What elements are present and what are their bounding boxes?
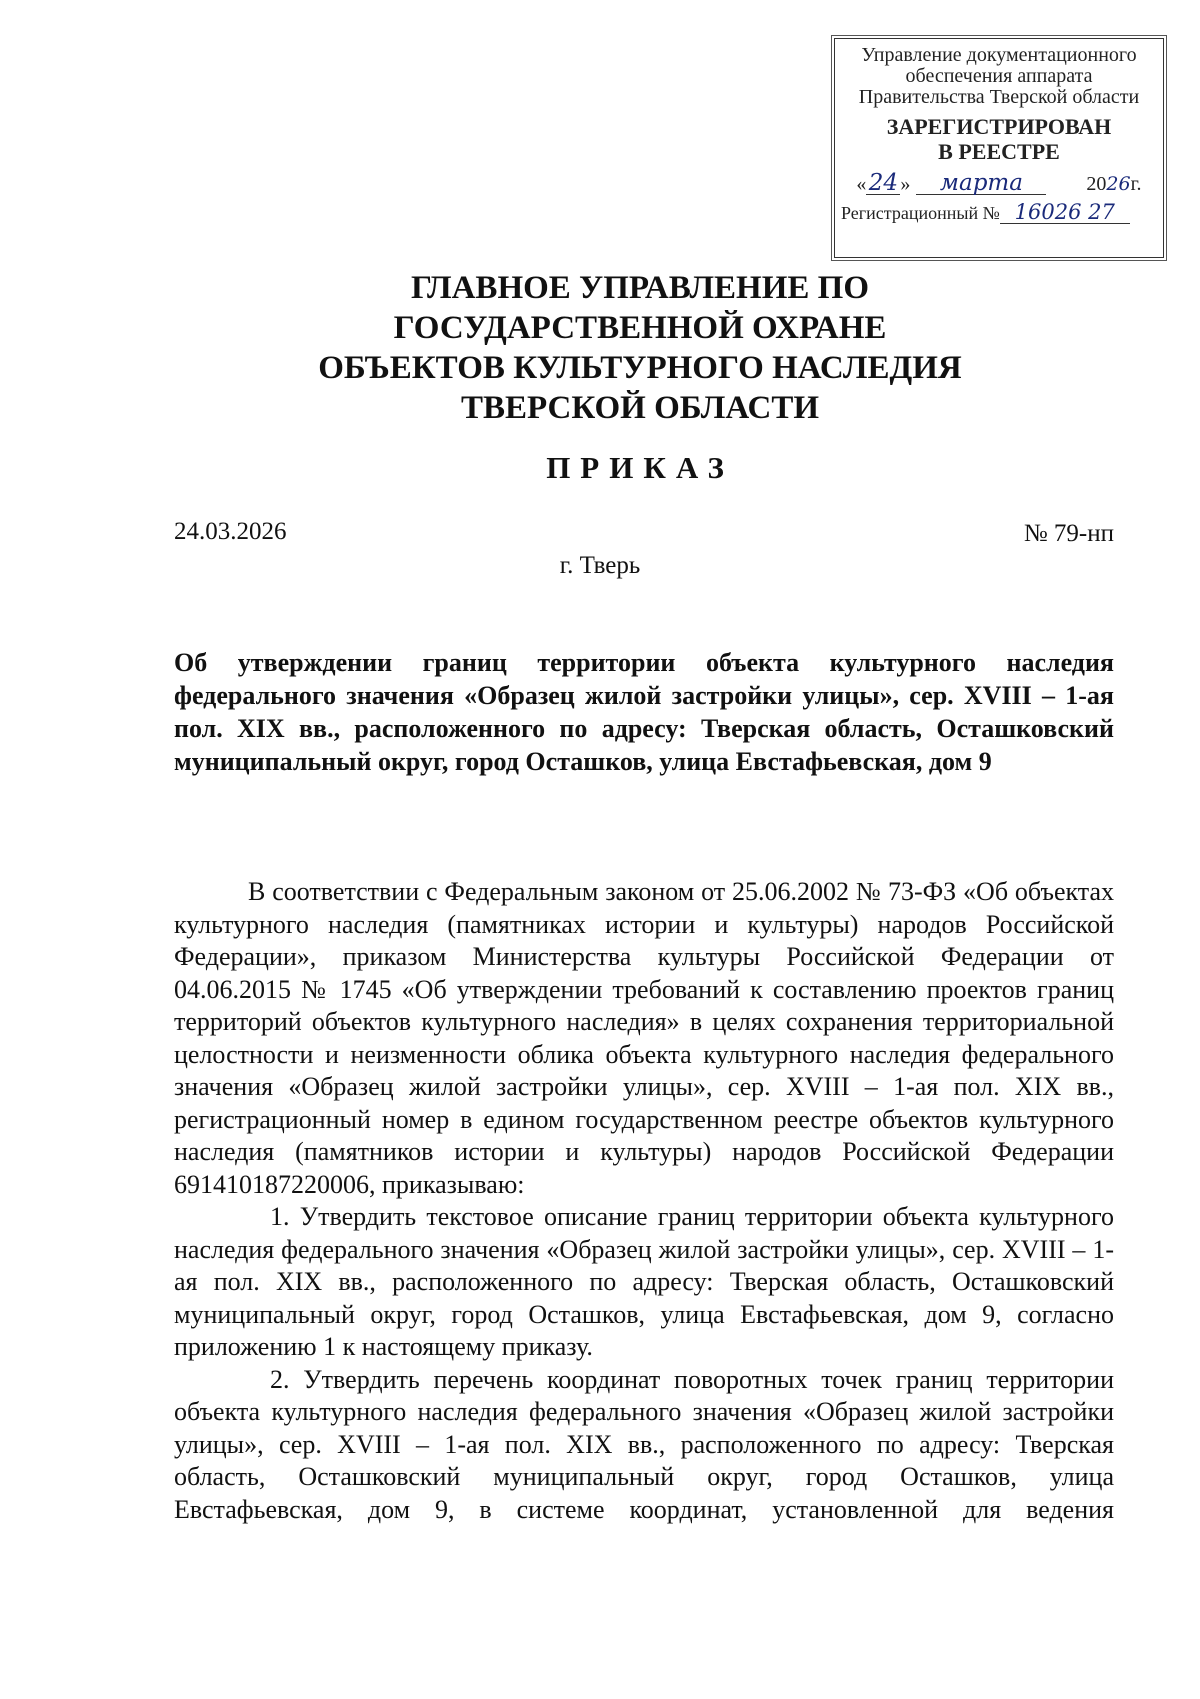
stamp-day: 24	[866, 172, 900, 195]
stamp-year-end: г.	[1130, 173, 1142, 195]
header-line-2: ГОСУДАРСТВЕННОЙ ОХРАНЕ	[393, 310, 887, 346]
header-line-4: ТВЕРСКОЙ ОБЛАСТИ	[460, 390, 820, 426]
header-line-1: ГЛАВНОЕ УПРАВЛЕНИЕ ПО	[411, 270, 869, 306]
order-title: ПРИКАЗ	[546, 450, 734, 485]
order-date: 24.03.2026	[174, 518, 287, 545]
stamp-month: марта	[916, 172, 1046, 195]
agency-header	[180, 268, 1100, 428]
header-line-3: ОБЪЕКТОВ КУЛЬТУРНОГО НАСЛЕДИЯ	[318, 350, 962, 386]
stamp-open-quote: «	[856, 173, 867, 195]
stamp-reg-label: Регистрационный №	[841, 203, 1000, 223]
stamp-dept-line-3: Правительства Тверской области	[858, 86, 1140, 108]
body-preamble: В соответствии с Федеральным законом от 25.06.2002 № 73-ФЗ «Об объектах культурного наследия (памятниках истории и культуры) народов Российской Федерации», приказом Министерства культуры Российской Федерации от 04.06.2015 № 1745 «Об утверждении требований к составлению проектов границ территорий объектов культурного наследия» в целях сохранения территориальной целостности и неизменности облика объекта культурного наследия федерального значения «Образец жилой застройки улицы», сер. XVIII – 1-ая пол. XIX вв., регистрационный номер в едином государственном реестре объектов культурного наследия (памятников истории и культуры) народов Российской Федерации 691410187220006, приказываю:	[174, 877, 1114, 1199]
body-item-2: 2. Утвердить перечень координат поворотных точек границ территории объекта культурного наследия федерального значения «Образец жилой застройки улицы», сер. XVIII – 1-ая пол. XIX вв., расположенного по адресу: Тверская область, Осташковский муниципальный округ, город Осташков, улица Евстафьевская, дом 9, в системе координат, установленной для ведения	[174, 1364, 1114, 1524]
body-item-1: 1. Утвердить текстовое описание границ территории объекта культурного наследия федерального значения «Образец жилой застройки улицы», сер. XVIII – 1-ая пол. XIX вв., расположенного по адресу: Тверская область, Осташковский муниципальный округ, город Осташков, улица Евстафьевская, дом 9, согласно приложению 1 к настоящему приказу.	[174, 1202, 1114, 1361]
stamp-registered-line-2: В РЕЕСТРЕ	[938, 139, 1060, 164]
stamp-dept-line-1: Управление документационного	[861, 44, 1137, 66]
order-city: г. Тверь	[559, 552, 641, 579]
stamp-year-prefix: 20	[1086, 173, 1107, 195]
stamp-reg-number: 16026 27	[1000, 201, 1130, 224]
stamp-date-line	[841, 172, 1157, 195]
stamp-registered-label	[841, 114, 1157, 164]
stamp-dept-line-2: обеспечения аппарата	[905, 65, 1093, 87]
order-body	[174, 876, 1114, 1526]
stamp-close-quote: »	[900, 173, 911, 195]
stamp-year-suffix: 26	[1106, 173, 1131, 195]
order-subject: Об утверждении границ территории объекта культурного наследия федерального значения «Образец жилой застройки улицы», сер. XVIII – 1-ая пол. XIX вв., расположенного по адресу: Тверская область, Осташковский муниципальный округ, город Осташков, улица Евстафьевская, дом 9	[174, 648, 1114, 776]
stamp-registered-line-1: ЗАРЕГИСТРИРОВАН	[886, 114, 1112, 139]
stamp-number-line	[841, 201, 1157, 224]
order-number: № 79-нп	[1023, 520, 1114, 547]
registration-stamp	[834, 38, 1164, 258]
